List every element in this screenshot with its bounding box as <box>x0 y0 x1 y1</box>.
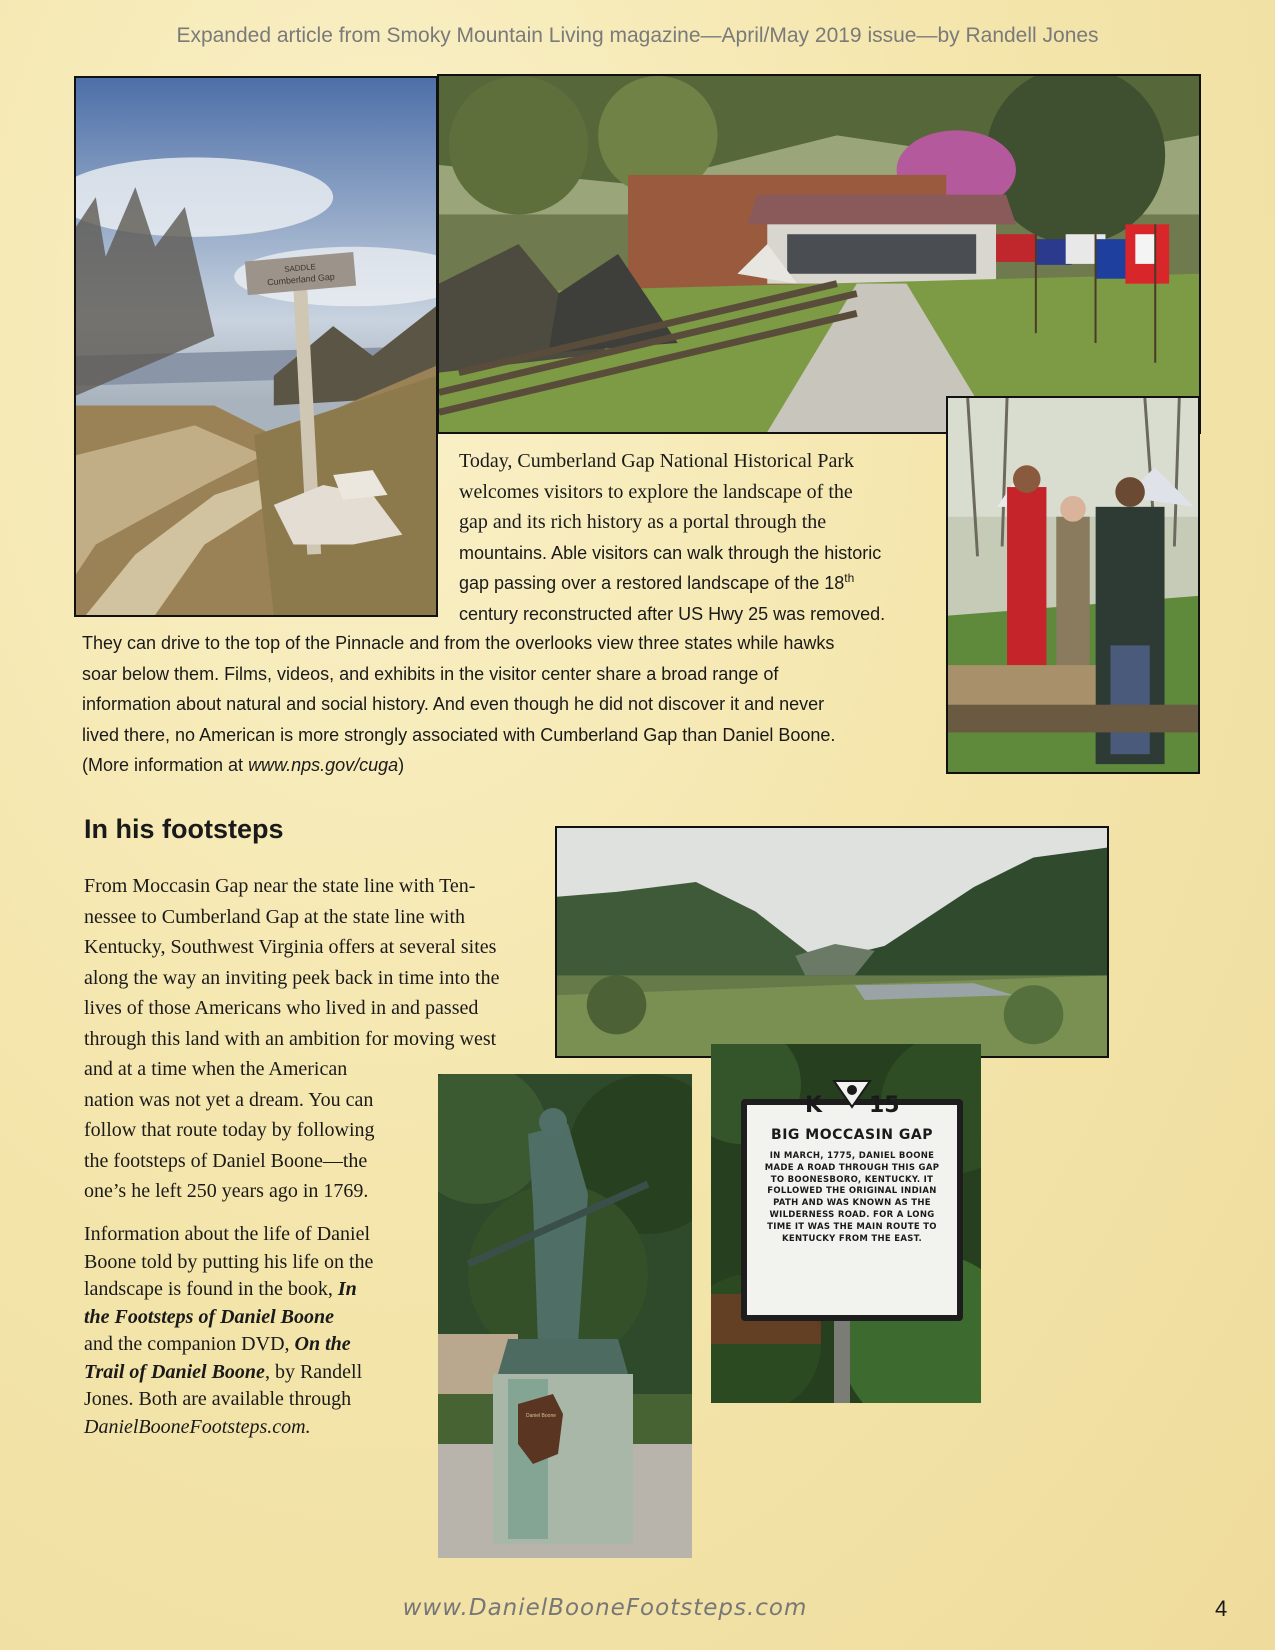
mountain-gap-photo <box>555 826 1109 1058</box>
intro-line: They can drive to the top of the Pinnacle and from the overlooks view three states while hawks <box>82 633 835 653</box>
superscript-th: th <box>844 571 855 585</box>
dvd-title: Trail of Daniel Boone <box>84 1360 265 1383</box>
marker-code-number: 15 <box>869 1093 900 1118</box>
marker-title: BIG MOCCASIN GAP <box>771 1127 933 1143</box>
trail-sign-photo <box>74 76 438 617</box>
intro-line: Today, Cumberland Gap National Historical Park <box>459 450 854 472</box>
intro-continuation <box>82 628 942 781</box>
intro-line: information about natural and social history. And even though he did not discover it and never <box>82 694 825 714</box>
marker-code-letter: K <box>805 1093 823 1118</box>
marker-sign <box>747 1079 957 1269</box>
more-info-line: (More information at www.nps.gov/cuga) <box>82 755 405 775</box>
intro-line: soar below them. Films, videos, and exhibits in the visitor center share a broad range of <box>82 663 779 684</box>
website-link[interactable]: DanielBooneFootsteps.com. <box>84 1415 311 1438</box>
marker-body: IN MARCH, 1775, DANIEL BOONE MADE A ROAD THROUGH THIS GAP TO BOONESBORO, KENTUCKY. IT FOLLOWED THE ORIGINAL INDIAN PATH AND WAS KNOWN AS THE WILDERNESS ROAD. FOR A LONG TIME IT WAS THE MAIN ROUTE TO KENTUCKY FROM THE EAST. <box>764 1151 940 1244</box>
sign-small-text: SADDLE <box>283 262 317 274</box>
book-info-paragraph: Information about the life of Daniel Boone told by putting his life on the landscape is found in the book, In the Footsteps of Daniel Boone and the companion DVD, On the Trail of Daniel Boone, by Randell Jones. Both are available through DanielBooneFootsteps.com. <box>84 1221 414 1441</box>
visitor-center-photo <box>437 74 1201 434</box>
book-title: the Footsteps of Daniel Boone <box>84 1305 335 1328</box>
intro-line: welcomes visitors to explore the landscape of the <box>459 480 853 503</box>
intro-line: gap and its rich history as a portal through the <box>459 511 827 533</box>
intro-line: gap passing over a restored landscape of the 18th <box>459 571 855 593</box>
sign-text: Cumberland Gap <box>266 271 336 288</box>
page-number: 4 <box>1215 1596 1228 1621</box>
statue-plaque-text: Daniel Boone <box>525 1413 557 1419</box>
footsteps-paragraph: From Moccasin Gap near the state line with Ten- nessee to Cumberland Gap at the state line with Kentucky, Southwest Virginia offers at several sites along the way an inviting peek back in time into the lives of those Americans who lived in and passed through this land with an ambition for moving west and at a time when the American nation was not yet a dream. You can follow that route today by following the footsteps of Daniel Boone—the one’s he left 250 years ago in 1769. <box>84 875 500 1202</box>
intro-line: lived there, no American is more strongly associated with Cumberland Gap than Daniel Boone. <box>82 724 836 745</box>
page-header: Expanded article from Smoky Mountain Living magazine—April/May 2019 issue—by Randell Jones <box>176 24 1099 47</box>
section-heading: In his footsteps <box>84 814 284 844</box>
reenactors-photo <box>946 396 1200 774</box>
footer-url[interactable]: www.DanielBooneFootsteps.com <box>402 1595 808 1621</box>
virginia-triangle-icon <box>832 1079 872 1109</box>
intro-paragraph <box>459 446 929 629</box>
intro-line: century reconstructed after US Hwy 25 was removed. <box>459 603 886 624</box>
intro-line: mountains. Able visitors can walk through the historic <box>459 542 882 563</box>
nps-link[interactable]: www.nps.gov/cuga <box>248 755 399 775</box>
